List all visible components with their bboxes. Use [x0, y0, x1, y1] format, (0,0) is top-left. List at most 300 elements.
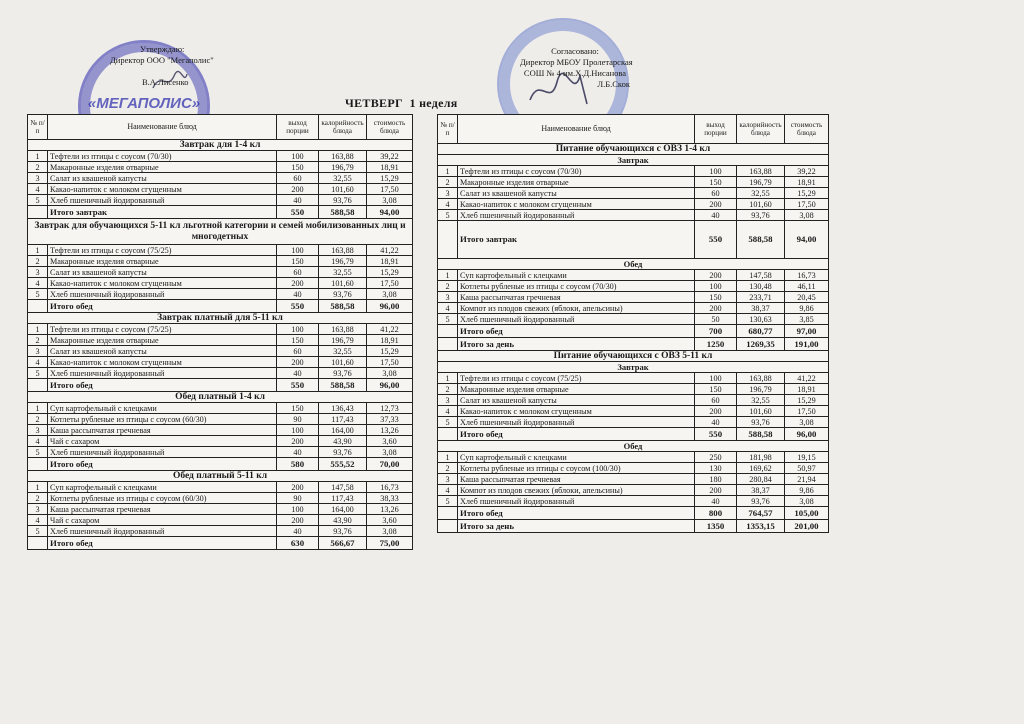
section-title: Завтрак для 1-4 кл [28, 140, 413, 151]
row-number: 4 [28, 357, 48, 368]
dish-calories: 163,88 [737, 166, 785, 177]
dish-portion: 200 [695, 199, 737, 210]
total-portion: 1250 [695, 338, 737, 351]
dish-name: Хлеб пшеничный йодированный [458, 417, 695, 428]
row-number [438, 221, 458, 259]
col-out-header: выход порции [695, 115, 737, 144]
row-number: 5 [28, 526, 48, 537]
total-cost: 96,00 [785, 428, 829, 441]
dish-portion: 200 [277, 482, 319, 493]
dish-calories: 101,60 [737, 406, 785, 417]
dish-cost: 19,15 [785, 452, 829, 463]
dish-portion: 90 [277, 414, 319, 425]
dish-calories: 101,60 [737, 199, 785, 210]
dish-portion: 60 [277, 267, 319, 278]
dish-calories: 101,60 [319, 357, 367, 368]
dish-calories: 43,90 [319, 436, 367, 447]
right-menu-table [437, 114, 829, 533]
dish-name: Макаронные изделия отварные [458, 177, 695, 188]
dish-calories: 93,76 [737, 417, 785, 428]
dish-row [438, 452, 829, 463]
header-right-agreed: Согласовано: [551, 46, 599, 56]
stamp-megapolis-text: «МЕГАПОЛИС» [87, 95, 201, 112]
row-number: 1 [438, 373, 458, 384]
dish-calories: 136,43 [319, 403, 367, 414]
row-number: 3 [28, 173, 48, 184]
row-number: 3 [28, 346, 48, 357]
dish-cost: 39,22 [785, 166, 829, 177]
dish-row [438, 303, 829, 314]
total-label: Итого обед [458, 428, 695, 441]
left-table-body [28, 140, 413, 550]
dish-calories: 117,43 [319, 493, 367, 504]
dish-row [28, 151, 413, 162]
dish-row [28, 278, 413, 289]
col-num-header: № п/п [28, 115, 48, 140]
dish-portion: 200 [277, 357, 319, 368]
row-number [28, 458, 48, 471]
dish-name: Тефтели из птицы с соусом (75/25) [48, 324, 277, 335]
dish-cost: 3,08 [367, 195, 413, 206]
dish-name: Каша рассыпчатая гречневая [458, 474, 695, 485]
dish-calories: 93,76 [319, 368, 367, 379]
dish-calories: 32,55 [319, 267, 367, 278]
total-portion: 550 [277, 206, 319, 219]
dish-row [438, 384, 829, 395]
row-number: 1 [28, 151, 48, 162]
total-row [28, 206, 413, 219]
total-portion: 700 [695, 325, 737, 338]
dish-portion: 60 [695, 395, 737, 406]
total-portion: 1350 [695, 520, 737, 533]
row-number: 2 [28, 162, 48, 173]
dish-calories: 196,79 [319, 256, 367, 267]
dish-cost: 17,50 [785, 199, 829, 210]
dish-name: Какао-напиток с молоком сгущенным [458, 199, 695, 210]
dish-row [28, 504, 413, 515]
right-table-body [438, 144, 829, 533]
row-number: 4 [28, 278, 48, 289]
dish-cost: 13,26 [367, 425, 413, 436]
total-cost: 96,00 [367, 379, 413, 392]
row-number: 5 [438, 314, 458, 325]
dish-calories: 147,58 [319, 482, 367, 493]
total-portion: 630 [277, 537, 319, 550]
row-number: 1 [28, 245, 48, 256]
section-title: Питание обучающихся с ОВЗ 1-4 кл [438, 144, 829, 155]
dish-calories: 32,55 [319, 173, 367, 184]
dish-name: Хлеб пшеничный йодированный [48, 289, 277, 300]
dish-name: Котлеты рубленые из птицы с соусом (100/30) [458, 463, 695, 474]
header-left [110, 44, 214, 88]
total-cost: 191,00 [785, 338, 829, 351]
dish-name: Котлеты рубленые из птицы с соусом (60/30) [48, 493, 277, 504]
dish-calories: 164,00 [319, 504, 367, 515]
row-number: 1 [438, 166, 458, 177]
total-cost: 201,00 [785, 520, 829, 533]
total-label: Итого обед [48, 458, 277, 471]
row-number [438, 520, 458, 533]
header-right-director: Директор МБОУ Пролетарская [520, 57, 633, 67]
row-number: 1 [28, 403, 48, 414]
dish-portion: 250 [695, 452, 737, 463]
row-number: 3 [438, 292, 458, 303]
row-number: 3 [28, 425, 48, 436]
row-number: 2 [438, 281, 458, 292]
section-title: Обед [438, 259, 829, 270]
total-portion: 550 [695, 221, 737, 259]
dish-row [438, 474, 829, 485]
dish-calories: 169,62 [737, 463, 785, 474]
dish-name: Суп картофельный с клецками [458, 270, 695, 281]
col-cal-header: калорийность блюда [319, 115, 367, 140]
col-num-header: № п/п [438, 115, 458, 144]
col-cost-header: стоимость блюда [367, 115, 413, 140]
dish-cost: 15,29 [367, 267, 413, 278]
dish-cost: 3,85 [785, 314, 829, 325]
dish-cost: 3,08 [785, 210, 829, 221]
section-header-row [438, 155, 829, 166]
dish-portion: 200 [277, 436, 319, 447]
row-number [438, 325, 458, 338]
dish-calories: 38,37 [737, 303, 785, 314]
dish-calories: 147,58 [737, 270, 785, 281]
dish-calories: 43,90 [319, 515, 367, 526]
dish-name: Хлеб пшеничный йодированный [458, 314, 695, 325]
total-row [28, 379, 413, 392]
row-number: 2 [28, 256, 48, 267]
dish-name: Каша рассыпчатая гречневая [458, 292, 695, 303]
dish-name: Хлеб пшеничный йодированный [48, 526, 277, 537]
dish-cost: 15,29 [367, 346, 413, 357]
dish-portion: 90 [277, 493, 319, 504]
section-header-row [438, 144, 829, 155]
dish-calories: 130,63 [737, 314, 785, 325]
dish-row [28, 324, 413, 335]
total-row [438, 520, 829, 533]
total-calories: 1353,15 [737, 520, 785, 533]
dish-cost: 18,91 [367, 335, 413, 346]
dish-calories: 38,37 [737, 485, 785, 496]
dish-row [438, 166, 829, 177]
dish-name: Макаронные изделия отварные [458, 384, 695, 395]
dish-row [28, 526, 413, 537]
header-right-name: Л.Б.Скок [597, 79, 630, 89]
section-header-row [438, 351, 829, 362]
dish-portion: 60 [277, 346, 319, 357]
dish-name: Тефтели из птицы с соусом (70/30) [458, 166, 695, 177]
dish-portion: 100 [277, 324, 319, 335]
section-title: Завтрак [438, 362, 829, 373]
dish-name: Салат из квашеной капусты [48, 346, 277, 357]
dish-cost: 41,22 [367, 324, 413, 335]
row-number: 1 [28, 482, 48, 493]
dish-name: Какао-напиток с молоком сгущенным [48, 184, 277, 195]
dish-portion: 50 [695, 314, 737, 325]
total-label: Итого обед [48, 379, 277, 392]
row-number [438, 507, 458, 520]
section-title: Завтрак [438, 155, 829, 166]
dish-name: Салат из квашеной капусты [458, 395, 695, 406]
dish-name: Тефтели из птицы с соусом (70/30) [48, 151, 277, 162]
dish-portion: 40 [695, 496, 737, 507]
row-number: 2 [28, 414, 48, 425]
dish-cost: 3,08 [785, 417, 829, 428]
dish-row [438, 406, 829, 417]
total-cost: 97,00 [785, 325, 829, 338]
dish-cost: 17,50 [367, 184, 413, 195]
total-label: Итого обед [458, 325, 695, 338]
dish-row [28, 357, 413, 368]
dish-portion: 60 [277, 173, 319, 184]
col-name-header: Наименование блюд [48, 115, 277, 140]
dish-row [28, 414, 413, 425]
total-row [438, 325, 829, 338]
total-cost: 94,00 [367, 206, 413, 219]
dish-row [438, 188, 829, 199]
dish-calories: 130,48 [737, 281, 785, 292]
dish-name: Суп картофельный с клецками [48, 482, 277, 493]
dish-calories: 101,60 [319, 184, 367, 195]
section-title: Обед платный 1-4 кл [28, 392, 413, 403]
dish-calories: 32,55 [737, 395, 785, 406]
dish-calories: 163,88 [737, 373, 785, 384]
dish-row [28, 368, 413, 379]
dish-name: Чай с сахаром [48, 515, 277, 526]
dish-row [438, 270, 829, 281]
total-label: Итого обед [48, 537, 277, 550]
dish-row [28, 403, 413, 414]
total-row [28, 458, 413, 471]
dish-cost: 17,50 [367, 278, 413, 289]
dish-row [28, 289, 413, 300]
row-number: 5 [438, 210, 458, 221]
total-cost: 105,00 [785, 507, 829, 520]
dish-name: Суп картофельный с клецками [458, 452, 695, 463]
dish-cost: 3,60 [367, 515, 413, 526]
row-number [438, 338, 458, 351]
section-header-row [438, 441, 829, 452]
dish-portion: 100 [277, 425, 319, 436]
dish-cost: 18,91 [785, 384, 829, 395]
dish-row [28, 335, 413, 346]
dish-cost: 17,50 [367, 357, 413, 368]
dish-cost: 41,22 [785, 373, 829, 384]
dish-row [438, 485, 829, 496]
dish-calories: 93,76 [319, 195, 367, 206]
dish-cost: 16,73 [785, 270, 829, 281]
dish-calories: 164,00 [319, 425, 367, 436]
dish-calories: 233,71 [737, 292, 785, 303]
row-number: 4 [438, 406, 458, 417]
dish-name: Салат из квашеной капусты [458, 188, 695, 199]
section-header-row [438, 362, 829, 373]
dish-cost: 20,45 [785, 292, 829, 303]
dish-row [438, 314, 829, 325]
col-cal-header: калорийность блюда [737, 115, 785, 144]
total-label: Итого за день [458, 520, 695, 533]
dish-portion: 150 [695, 384, 737, 395]
row-number: 5 [438, 496, 458, 507]
dish-row [438, 395, 829, 406]
dish-calories: 196,79 [319, 162, 367, 173]
total-portion: 550 [695, 428, 737, 441]
dish-portion: 40 [695, 210, 737, 221]
dish-cost: 3,08 [367, 447, 413, 458]
row-number [28, 379, 48, 392]
total-portion: 800 [695, 507, 737, 520]
dish-name: Компот из плодов свежих (яблоки, апельсины) [458, 303, 695, 314]
row-number: 3 [438, 474, 458, 485]
dish-portion: 100 [277, 245, 319, 256]
dish-cost: 38,33 [367, 493, 413, 504]
total-row [438, 507, 829, 520]
dish-portion: 100 [695, 166, 737, 177]
dish-cost: 39,22 [367, 151, 413, 162]
dish-calories: 196,79 [319, 335, 367, 346]
dish-portion: 150 [695, 292, 737, 303]
dish-portion: 60 [695, 188, 737, 199]
dish-name: Какао-напиток с молоком сгущенным [458, 406, 695, 417]
dish-name: Хлеб пшеничный йодированный [48, 447, 277, 458]
left-table-header-row [28, 115, 413, 140]
dish-row [28, 436, 413, 447]
dish-row [438, 373, 829, 384]
page-title: ЧЕТВЕРГ 1 неделя [345, 96, 458, 110]
dish-cost: 15,29 [785, 188, 829, 199]
dish-cost: 3,08 [367, 526, 413, 537]
row-number: 4 [28, 184, 48, 195]
dish-name: Котлеты рубленые из птицы с соусом (60/30) [48, 414, 277, 425]
dish-row [28, 267, 413, 278]
total-calories: 588,58 [319, 300, 367, 313]
total-label: Итого за день [458, 338, 695, 351]
total-cost: 94,00 [785, 221, 829, 259]
total-calories: 588,58 [319, 206, 367, 219]
dish-row [28, 162, 413, 173]
total-cost: 70,00 [367, 458, 413, 471]
row-number [28, 300, 48, 313]
row-number: 2 [438, 177, 458, 188]
dish-cost: 46,11 [785, 281, 829, 292]
dish-cost: 3,60 [367, 436, 413, 447]
header-left-director: Директор ООО "Мегаполис" [110, 55, 214, 65]
row-number: 2 [438, 463, 458, 474]
dish-cost: 15,29 [367, 173, 413, 184]
dish-cost: 18,91 [367, 162, 413, 173]
section-header-row [28, 219, 413, 245]
dish-portion: 40 [277, 526, 319, 537]
total-row [438, 338, 829, 351]
row-number: 3 [438, 188, 458, 199]
total-row [28, 537, 413, 550]
dish-name: Каша рассыпчатая гречневая [48, 425, 277, 436]
total-calories: 588,58 [319, 379, 367, 392]
dish-calories: 101,60 [319, 278, 367, 289]
row-number: 5 [438, 417, 458, 428]
total-row [438, 221, 829, 259]
dish-portion: 150 [277, 335, 319, 346]
row-number: 1 [438, 270, 458, 281]
dish-name: Хлеб пшеничный йодированный [458, 210, 695, 221]
section-title: Обед [438, 441, 829, 452]
dish-portion: 180 [695, 474, 737, 485]
total-calories: 764,57 [737, 507, 785, 520]
dish-portion: 200 [695, 303, 737, 314]
row-number: 1 [438, 452, 458, 463]
dish-calories: 93,76 [319, 526, 367, 537]
total-label: Итого обед [458, 507, 695, 520]
dish-cost: 41,22 [367, 245, 413, 256]
dish-row [438, 463, 829, 474]
dish-cost: 18,91 [785, 177, 829, 188]
dish-calories: 196,79 [737, 177, 785, 188]
dish-row [28, 482, 413, 493]
total-calories: 555,52 [319, 458, 367, 471]
total-cost: 96,00 [367, 300, 413, 313]
header-left-name: В.А.Лисенко [142, 77, 189, 87]
col-out-header: выход порции [277, 115, 319, 140]
dish-name: Хлеб пшеничный йодированный [458, 496, 695, 507]
total-label: Итого завтрак [48, 206, 277, 219]
dish-cost: 3,08 [785, 496, 829, 507]
dish-portion: 200 [695, 270, 737, 281]
right-table-header-row [438, 115, 829, 144]
dish-cost: 17,50 [785, 406, 829, 417]
row-number: 4 [28, 515, 48, 526]
dish-row [438, 210, 829, 221]
total-label: Итого обед [48, 300, 277, 313]
total-cost: 75,00 [367, 537, 413, 550]
dish-portion: 100 [695, 281, 737, 292]
row-number [28, 206, 48, 219]
dish-calories: 163,88 [319, 151, 367, 162]
dish-name: Макаронные изделия отварные [48, 162, 277, 173]
section-header-row [28, 471, 413, 482]
section-header-row [28, 392, 413, 403]
dish-calories: 93,76 [319, 289, 367, 300]
dish-row [438, 177, 829, 188]
dish-calories: 163,88 [319, 324, 367, 335]
dish-name: Салат из квашеной капусты [48, 267, 277, 278]
dish-portion: 130 [695, 463, 737, 474]
dish-row [438, 417, 829, 428]
section-header-row [438, 259, 829, 270]
dish-calories: 117,43 [319, 414, 367, 425]
row-number: 2 [28, 335, 48, 346]
section-title: Завтрак платный для 5-11 кл [28, 313, 413, 324]
dish-row [28, 245, 413, 256]
left-menu-table [27, 114, 413, 550]
row-number: 2 [28, 493, 48, 504]
dish-cost: 3,08 [367, 289, 413, 300]
dish-portion: 40 [277, 289, 319, 300]
row-number: 4 [28, 436, 48, 447]
dish-row [28, 493, 413, 504]
col-cost-header: стоимость блюда [785, 115, 829, 144]
dish-portion: 200 [695, 485, 737, 496]
dish-name: Салат из квашеной капусты [48, 173, 277, 184]
dish-portion: 100 [277, 151, 319, 162]
dish-row [28, 515, 413, 526]
section-title: Завтрак для обучающихся 5-11 кл льготной категории и семей мобилизованных лиц и многодетных [28, 219, 413, 245]
row-number: 4 [438, 485, 458, 496]
dish-cost: 37,33 [367, 414, 413, 425]
dish-portion: 40 [277, 368, 319, 379]
dish-portion: 200 [277, 184, 319, 195]
total-row [28, 300, 413, 313]
row-number: 2 [438, 384, 458, 395]
